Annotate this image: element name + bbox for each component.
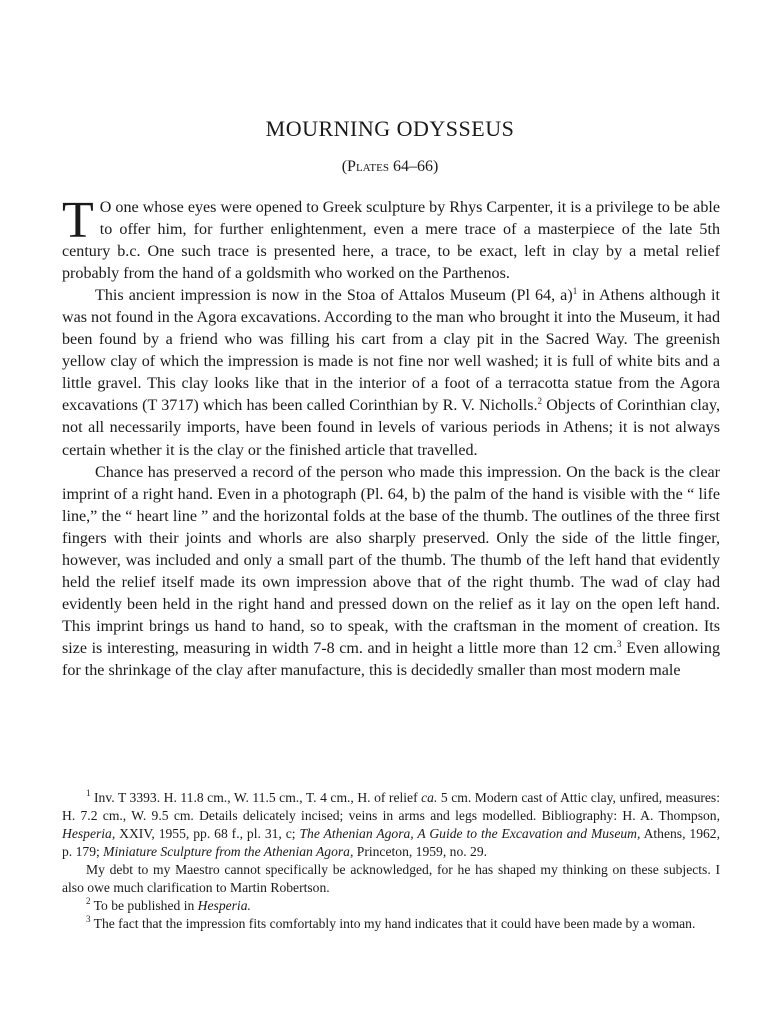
footnote-2 — [62, 897, 720, 915]
paragraph-3-text-a: Chance has preserved a record of the person who made this impression. On the back is the clear imprint of a right hand. Even in a photograph (Pl. 64, b) the palm of the hand is visible with the “ life line,” the “ heart line ” and the horizontal folds at the base of the thumb. The outlines of the three first fingers with their joints and whorls are also sharply preserved. Only the side of the little finger, however, was included and only a small part of the thumb. The thumb of the left hand that evidently held the relief itself made its own impression above that of the right thumb. The wad of clay had evidently been held in the right hand and pressed down on the relief as it lay on the open left hand. This imprint brings us hand to hand, so to speak, with the craftsman in the moment of creation. Its size is interesting, measuring in width 7-8 cm. and in height a little more than 12 cm. — [62, 463, 720, 657]
footnote-1-text-b: 5 cm. Modern cast of Attic clay, unfired, measures: H. 7.2 cm., W. 9.5 cm. Details delicately incised; veins in arms and legs modelled. Bibliography: H. A. Thompson, — [62, 790, 720, 823]
paragraph-2-text-c: Objects of Corinthian clay, not all necessarily imports, have been found in levels of various periods in Athens; it is not always certain whether it is the clay or the finished article that travelled. — [62, 397, 720, 459]
drop-cap: T — [62, 192, 94, 249]
paragraph-2-text-a: This ancient impression is now in the Stoa of Attalos Museum (Pl 64, a) — [95, 287, 573, 305]
footnote-3-mark: 3 — [86, 914, 91, 924]
footnote-1-text-c: XXIV, 1955, pp. 68 f., pl. 31, c; — [115, 826, 300, 841]
footnote-1-circa: ca. — [421, 790, 438, 805]
paragraph-2-text-b: in Athens although it was not found in the Agora excavations. According to the man who brought it into the Museum, it had been found by a friend who was filling his cart from a clay pit in the Sacred Way. The greenish yellow clay of which the impression is made is not fine nor well washed; it is full of white bits and a little gravel. This clay looks like that in the interior of a foot of a terracotta statue from the Agora excavations (T 3717) which has been called Corinthian by R. V. Nicholls. — [62, 287, 720, 415]
article-body — [62, 192, 720, 682]
paragraph-3-text-b: Even allowing for the shrinkage of the clay after manufacture, this is decidedly smaller than most modern male — [62, 639, 720, 679]
paragraph-1 — [62, 192, 720, 285]
footnote-2-mark: 2 — [86, 896, 91, 906]
footnote-ref-1[interactable]: 1 — [572, 286, 578, 297]
footnote-1-mark: 1 — [86, 788, 91, 798]
footnote-1-miniature-sculpture: Miniature Sculpture from the Athenian Agora, — [103, 844, 354, 859]
footnote-ref-3[interactable]: 3 — [617, 638, 622, 649]
footnote-ref-2[interactable]: 2 — [537, 396, 543, 407]
footnote-1-text-e: Princeton, 1959, no. 29. — [353, 844, 488, 859]
footnote-3-text: The fact that the impression fits comfortably into my hand indicates that it could have been made by a woman. — [90, 916, 696, 931]
paragraph-3 — [62, 462, 720, 682]
footnote-1-text-a: Inv. T 3393. H. 11.8 cm., W. 11.5 cm., T. 4 cm., H. of relief — [90, 790, 422, 805]
footnote-1 — [62, 789, 720, 861]
footnote-1-text-d: Athens, 1962, p. 179; — [62, 826, 721, 859]
footnote-2-hesperia: Hesperia. — [197, 898, 251, 913]
paragraph-1-text: O one whose eyes were opened to Greek sculpture by Rhys Carpenter, it is a privilege to be able to offer him, for further enlightenment, even a mere trace of a masterpiece of the late 5th century b.c. One such trace is presented here, a trace, to be exact, left in clay by a metal relief probably from the hand of a goldsmith who worked on the Parthenos. — [62, 199, 720, 283]
footnote-3 — [62, 915, 720, 933]
footnote-1-agora-guide: The Athenian Agora, A Guide to the Excavation and Museum, — [299, 826, 641, 841]
footnote-2-text: To be published in — [90, 898, 198, 913]
paragraph-2 — [62, 285, 720, 461]
article-title: MOURNING ODYSSEUS — [265, 116, 515, 141]
footnote-1-hesperia: Hesperia, — [62, 826, 116, 841]
footnotes — [62, 789, 720, 933]
plates-reference: (Plates 64–66) — [341, 158, 439, 175]
footnote-acknowledgement: My debt to my Maestro cannot specifically be acknowledged, for he has shaped my thinking on these subjects. I also owe much clarification to Martin Robertson. — [62, 862, 720, 895]
